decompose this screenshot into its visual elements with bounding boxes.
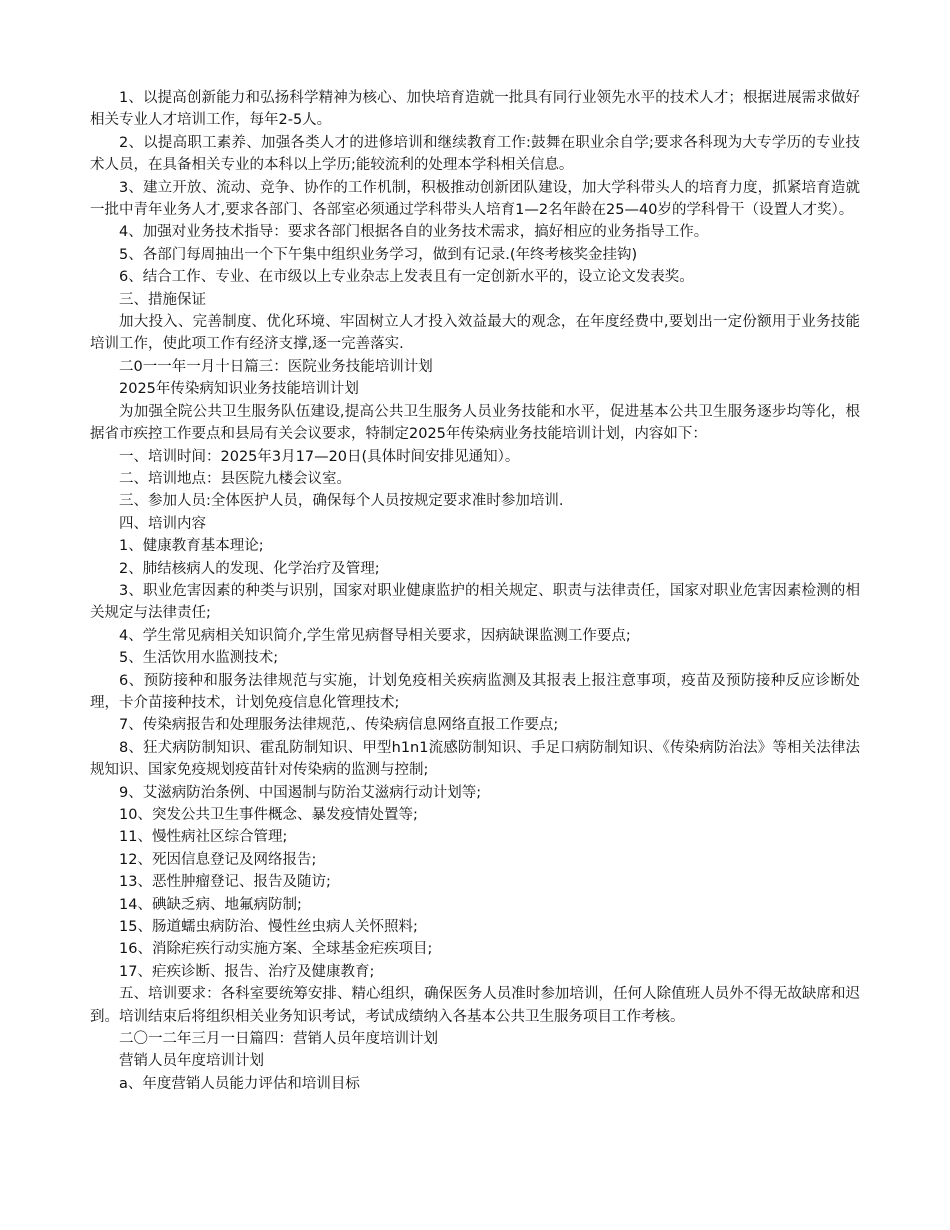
date-line-chapter-three: 二0一一年一月十日篇三：医院业务技能培训计划 [119, 358, 433, 375]
content-item-6: 6、预防接种和服务法律规范与实施，计划免疫相关疾病监测及其报表上报注意事项，疫苗及预防接种反应诊断处理，卡介苗接种技术，计划免疫信息化管理技术; [90, 672, 860, 711]
training-requirements: 五、培训要求：各科室要统筹安排、精心组织，确保医务人员准时参加培训，任何人除值班人员外不得无故缺席和迟到。培训结束后将组织相关业务知识考试，考试成绩纳入各基本公共卫生服务项目工作考核。 [90, 986, 860, 1025]
plan-title: 2025年传染病知识业务技能培训计划 [119, 381, 359, 398]
paragraph-2: 2、以提高职工素养、加强各类人才的进修培训和继续教育工作:鼓舞在职业余自学;要求各科现为大专学历的专业技术人员，在具备相关专业的本科以上学历;能较流利的处理本学科相关信息。 [90, 134, 860, 174]
training-participants: 三、参加人员:全体医护人员，确保每个人员按规定要求准时参加培训. [119, 493, 564, 510]
training-time: 一、培训时间：2025年3月17—20日(具体时间安排见通知）。 [119, 448, 520, 465]
paragraph-3: 3、建立开放、流动、竞争、协作的工作机制，积极推动创新团队建设，加大学科带头人的培育力度，抓紧培育造就一批中青年业务人才,要求各部门、各部室必须通过学科带头人培育1—2名年龄在25—40岁的学科骨干（设置人才奖）。 [90, 179, 860, 219]
content-item-1: 1、健康教育基本理论; [119, 538, 264, 555]
content-item-10: 10、突发公共卫生事件概念、暴发疫情处置等; [119, 807, 418, 823]
paragraph-4: 4、加强对业务技术指导：要求各部门根据各自的业务技术需求，搞好相应的业务指导工作。 [119, 224, 709, 241]
content-item-11: 11、慢性病社区综合管理; [119, 829, 288, 846]
sales-plan-item-a: a、年度营销人员能力评估和培训目标 [119, 1075, 360, 1092]
sales-plan-title: 营销人员年度培训计划 [119, 1053, 264, 1070]
content-item-17: 17、疟疾诊断、报告、治疗及健康教育; [119, 963, 375, 980]
content-item-12: 12、死因信息登记及网络报告; [119, 851, 317, 868]
paragraph-6: 6、结合工作、专业、在市级以上专业杂志上发表且有一定创新水平的，设立论文发表奖。 [119, 269, 694, 286]
content-item-14: 14、碘缺乏病、地氟病防制; [119, 896, 302, 913]
content-item-5: 5、生活饮用水监测技术; [119, 650, 279, 667]
content-item-4: 4、学生常见病相关知识简介,学生常见病督导相关要求，因病缺课监测工作要点; [119, 627, 631, 644]
paragraph-5: 5、各部门每周抽出一个下午集中组织业务学习，做到有记录.(年终考核奖金挂钩) [119, 246, 638, 263]
content-item-2: 2、肺结核病人的发现、化学治疗及管理; [119, 560, 380, 577]
content-item-9: 9、艾滋病防治条例、中国遏制与防治艾滋病行动计划等; [119, 784, 482, 801]
training-location: 二、培训地点：县医院九楼会议室。 [119, 470, 351, 487]
content-item-8: 8、狂犬病防制知识、霍乱防制知识、甲型h1n1流感防制知识、手足口病防制知识、《传染病防治法》等相关法律法规知识、国家免疫规划疫苗针对传染病的监测与控制; [90, 739, 860, 779]
section-heading-measures: 三、措施保证 [119, 291, 206, 308]
paragraph-measures: 加大投入、完善制度、优化环境、牢固树立人才投入效益最大的观念，在年度经费中,要划出一定份额用于业务技能培训工作，使此项工作有经济支撑,逐一完善落实. [90, 314, 860, 353]
content-item-3: 3、职业危害因素的种类与识别，国家对职业健康监护的相关规定、职责与法律责任，国家对职业危害因素检测的相关规定与法律责任; [90, 582, 860, 622]
content-item-15: 15、肠道蠕虫病防治、慢性丝虫病人关怀照料; [119, 919, 418, 936]
content-item-13: 13、恶性肿瘤登记、报告及随访; [119, 874, 331, 891]
content-item-7: 7、传染病报告和处理服务法律规范,、传染病信息网络直报工作要点; [119, 717, 559, 734]
date-line-chapter-four: 二〇一二年三月一日篇四：营销人员年度培训计划 [119, 1031, 438, 1048]
document-body [90, 87, 860, 1095]
content-item-16: 16、消除疟疾行动实施方案、全球基金疟疾项目; [119, 941, 433, 958]
paragraph-1: 1、以提高创新能力和弘扬科学精神为核心、加快培育造就一批具有同行业领先水平的技术人才；根据进展需求做好相关专业人才培训工作，每年2-5人。 [90, 90, 860, 129]
training-content-heading: 四、培训内容 [119, 515, 206, 532]
plan-intro: 为加强全院公共卫生服务队伍建设,提高公共卫生服务人员业务技能和水平，促进基本公共卫生服务逐步均等化，根据省市疾控工作要点和县局有关会议要求，特制定2025年传染病业务技能培训计划，内容如下： [90, 403, 860, 443]
